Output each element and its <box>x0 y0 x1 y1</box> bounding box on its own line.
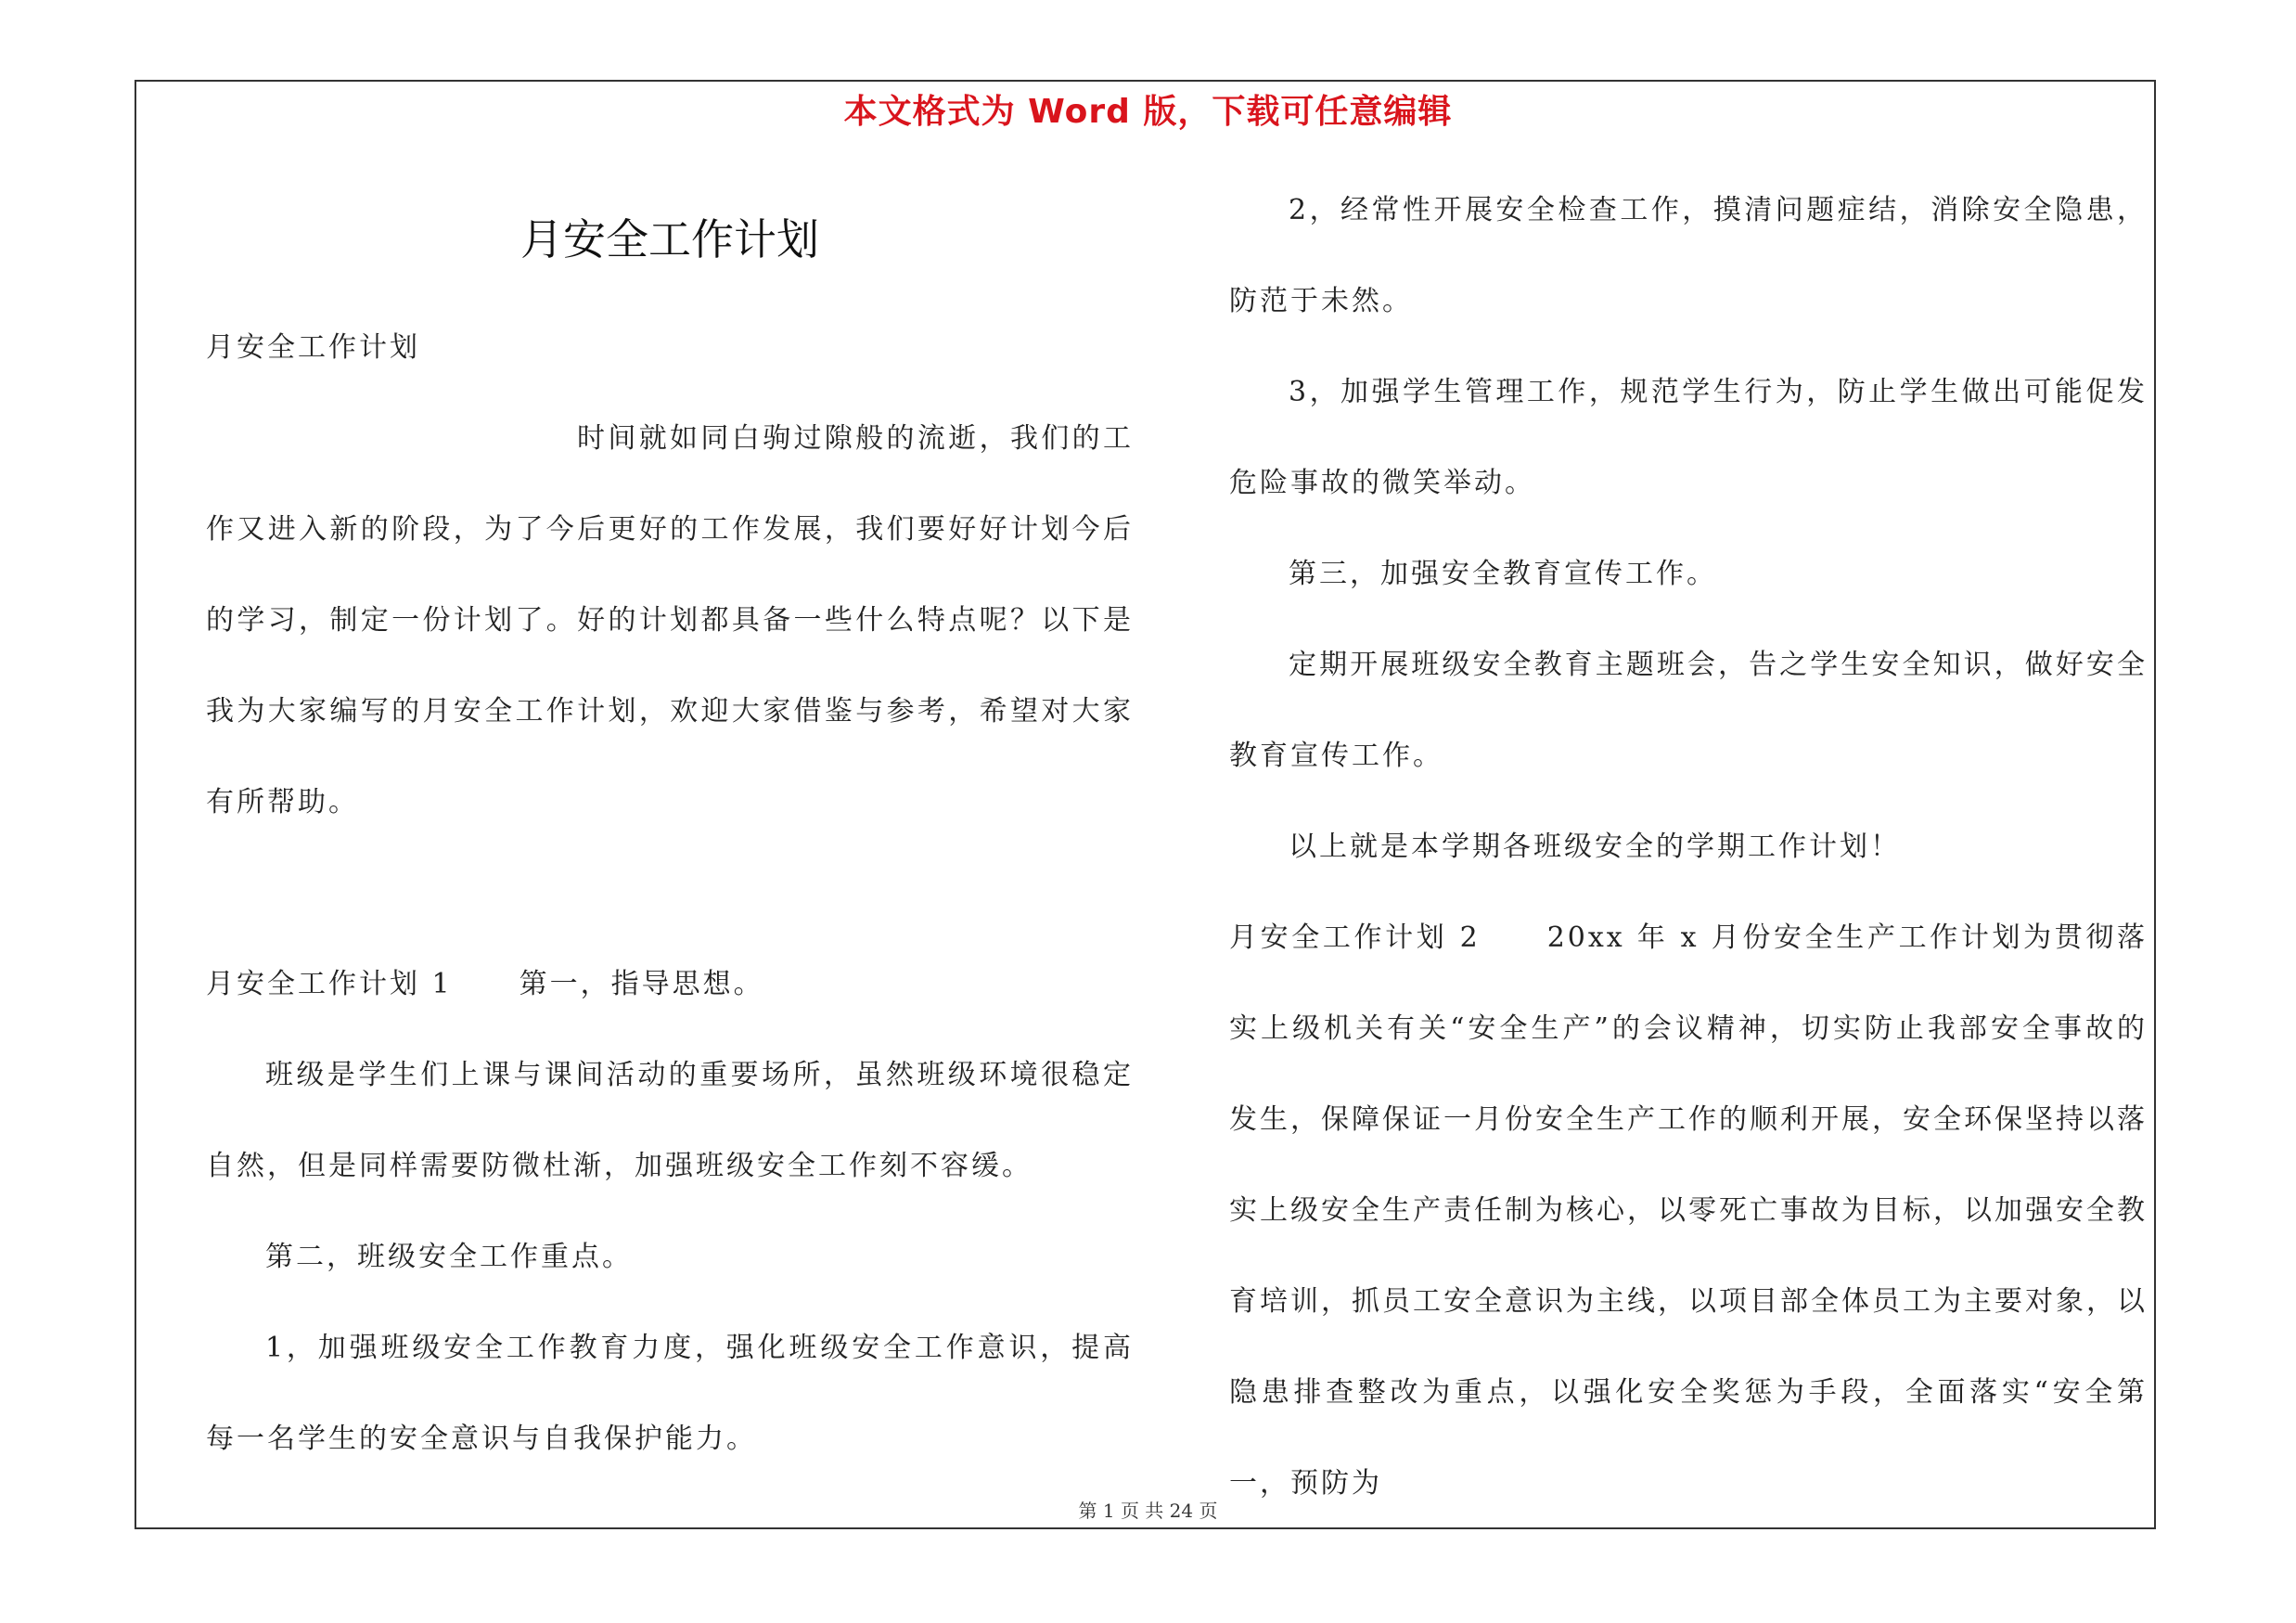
paragraph: 3，加强学生管理工作，规范学生行为，防止学生做出可能促发危险事故的微笑举动。 <box>1229 376 2148 499</box>
plan2-label: 月安全工作计划 2 <box>1229 921 1481 954</box>
plan1-line <box>206 939 1134 1030</box>
document-title: 月安全工作计划 <box>520 214 819 264</box>
paragraph: 以上就是本学期各班级安全的学期工作计划！ <box>1289 831 1901 863</box>
page-footer: 第 1 页 共 24 页 <box>1078 1500 1218 1522</box>
left-column <box>206 303 1134 1485</box>
spacer <box>206 848 1134 939</box>
paragraph: 定期开展班级安全教育主题班会，告之学生安全知识，做好安全教育宣传工作。 <box>1229 649 2148 772</box>
format-banner: 本文格式为 Word 版，下载可任意编辑 <box>843 93 1453 131</box>
paragraph: 班级是学生们上课与课间活动的重要场所，虽然班级环境很稳定自然，但是同样需要防微杜渐，加强班级安全工作刻不容缓。 <box>206 1059 1134 1182</box>
plan2-text: 20xx 年 x 月份安全生产工作计划为贯彻落实上级机关有关“安全生产”的会议精神，切实防止我部安全事故的发生，保障保证一月份安全生产工作的顺利开展，安全环保坚持以落实上级安全生产责任制为核心，以零死亡事故为目标，以加强安全教育培训，抓员工安全意识为主线，以项目部全体员工为主要对象，以隐患排查整改为重点，以强化安全奖惩为手段，全面落实“安全第一，预防为 <box>1229 921 2148 1500</box>
intro-paragraph: 时间就如同白驹过隙般的流逝，我们的工作又进入新的阶段，为了今后更好的工作发展，我们要好好计划今后的学习，制定一份计划了。好的计划都具备一些什么特点呢？以下是我为大家编写的月安全工作计划，欢迎大家借鉴与参考，希望对大家有所帮助。 <box>206 422 1134 818</box>
paragraph: 2，经常性开展安全检查工作，摸清问题症结，消除安全隐患，防范于未然。 <box>1229 194 2148 317</box>
plan1-heading: 第一，指导思想。 <box>519 968 764 1000</box>
paragraph: 1，加强班级安全工作教育力度，强化班级安全工作意识，提高每一名学生的安全意识与自我保护能力。 <box>206 1332 1134 1455</box>
right-column <box>1229 165 2148 1529</box>
plan1-label: 月安全工作计划 1 <box>206 968 453 1000</box>
plan2-paragraph <box>1229 893 2148 1529</box>
section-heading: 第三，加强安全教育宣传工作。 <box>1289 558 1717 590</box>
section-heading: 第二，班级安全工作重点。 <box>265 1241 633 1273</box>
subtitle: 月安全工作计划 <box>206 331 420 364</box>
